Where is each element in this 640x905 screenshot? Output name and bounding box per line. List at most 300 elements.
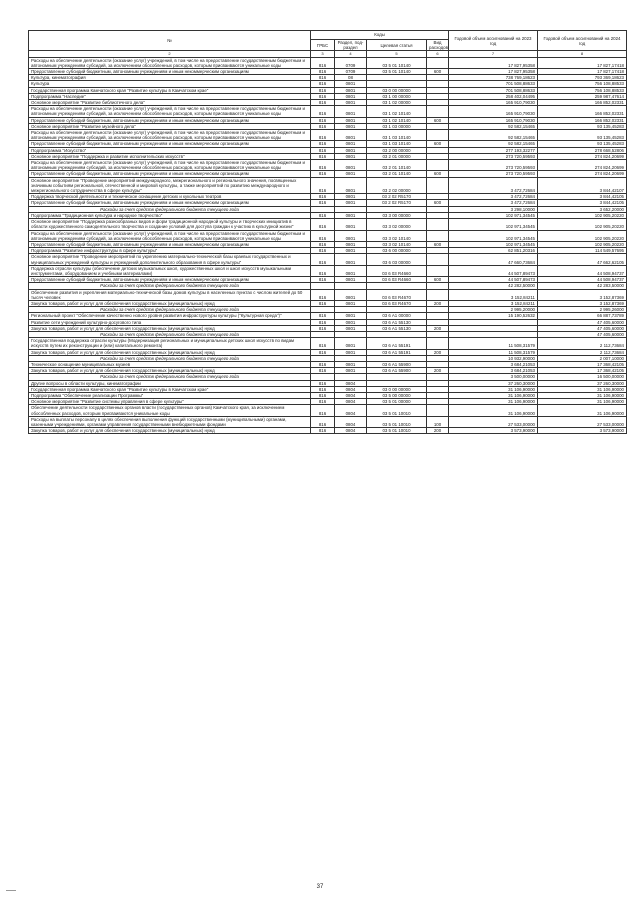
row-name: Культура, кинематография bbox=[29, 75, 311, 81]
row-expense-type bbox=[427, 130, 449, 141]
row-amount-2023: 102 971,34545 bbox=[449, 241, 538, 247]
row-expense-type: 600 bbox=[427, 200, 449, 206]
row-grbs: 816 bbox=[311, 75, 335, 81]
row-amount-2023: 27 533,00000 bbox=[449, 416, 538, 427]
row-grbs: 816 bbox=[311, 147, 335, 153]
row-name: Подпрограмма "Развитие инфраструктуры в сфере культуры" bbox=[29, 248, 311, 254]
row-target-article: 03 3 02 10140 bbox=[367, 230, 427, 241]
row-razdel: 0801 bbox=[335, 100, 367, 106]
row-grbs: 816 bbox=[311, 361, 335, 367]
row-grbs: 816 bbox=[311, 160, 335, 171]
row-grbs: 816 bbox=[311, 81, 335, 87]
row-grbs: 816 bbox=[311, 313, 335, 319]
row-expense-type: 600 bbox=[427, 69, 449, 75]
row-target-article: 03 1 02 00000 bbox=[367, 100, 427, 106]
row-razdel: 0709 bbox=[335, 69, 367, 75]
row-expense-type bbox=[427, 254, 449, 265]
row-amount-2024: 17 368,42105 bbox=[538, 368, 627, 374]
row-grbs: 816 bbox=[311, 349, 335, 355]
row-razdel: 0801 bbox=[335, 147, 367, 153]
row-name: Расходы на обеспечение деятельности (оказание услуг) учреждений, в том числе на предоставление государственным бюджетным и автономным учреждениям субсидий, за исключением обособленных расходов, которым присваиваются уникальные коды bbox=[29, 160, 311, 171]
page-number: 37 bbox=[316, 884, 324, 890]
row-target-article: 03 2 01 10140 bbox=[367, 160, 427, 171]
row-razdel: 0801 bbox=[335, 106, 367, 117]
row-name: Закупка товаров, работ и услуг для обеспечения государственных (муниципальных) нужд bbox=[29, 300, 311, 306]
table-row bbox=[29, 106, 627, 117]
row-amount-2024: 756 108,88533 bbox=[538, 87, 627, 93]
row-amount-2023: 273 720,59593 bbox=[449, 153, 538, 159]
row-name: Техническое оснащение муниципальных музеев bbox=[29, 361, 311, 367]
row-target-article: 03 2 02 R5170 bbox=[367, 194, 427, 200]
row-grbs: 816 bbox=[311, 248, 335, 254]
row-target-article: 03 2 02 R5170 bbox=[367, 200, 427, 206]
row-amount-2024: 44 508,94737 bbox=[538, 277, 627, 283]
row-amount-2024: 756 108,88533 bbox=[538, 81, 627, 87]
row-razdel: 0801 bbox=[335, 194, 367, 200]
row-amount-2024: 259 987,47614 bbox=[538, 93, 627, 99]
row-expense-type: 100 bbox=[427, 416, 449, 427]
row-grbs: 816 bbox=[311, 177, 335, 194]
row-razdel: 08 bbox=[335, 75, 367, 81]
row-target-article: 03 6 00 00000 bbox=[367, 248, 427, 254]
row-amount-2023: 102 971,34545 bbox=[449, 219, 538, 230]
row-expense-type: 600 bbox=[427, 277, 449, 283]
row-amount-2023: 701 508,88633 bbox=[449, 87, 538, 93]
row-amount-2024: 3 152,87369 bbox=[538, 289, 627, 300]
row-amount-2023: 11 508,31579 bbox=[449, 338, 538, 349]
row-name: Государственная программа Камчатского края "Развитие культуры в Камчатском крае" bbox=[29, 386, 311, 392]
row-grbs: 816 bbox=[311, 416, 335, 427]
row-grbs: 816 bbox=[311, 106, 335, 117]
row-amount-2024: 102 905,20220 bbox=[538, 212, 627, 218]
row-grbs: 816 bbox=[311, 123, 335, 129]
table-row bbox=[29, 289, 627, 300]
col-2024-header: Годовой объем ассигнований на 2024 год bbox=[538, 31, 627, 51]
row-amount-2023: 92 582,15465 bbox=[449, 130, 538, 141]
row-amount-2023: 31 106,90000 bbox=[449, 386, 538, 392]
row-name: Поддержка творческой деятельности и техническое оснащение детских и кукольных театров bbox=[29, 194, 311, 200]
row-target-article: 03 0 00 00000 bbox=[367, 87, 427, 93]
row-razdel: 0804 bbox=[335, 380, 367, 386]
row-amount-2024: 114 549,57695 bbox=[538, 248, 627, 254]
row-amount-2024: 3 573,90000 bbox=[538, 428, 627, 434]
row-name: Государственная программа Камчатского края "Развитие культуры в Камчатском крае" bbox=[29, 87, 311, 93]
row-name: Расходы на обеспечение деятельности (оказание услуг) учреждений, в том числе на предоставление государственным бюджетным и автономным учреждениям субсидий, за исключением обособленных расходов, которым присваиваются уникальные коды bbox=[29, 130, 311, 141]
row-razdel: 0801 bbox=[335, 313, 367, 319]
row-target-article: 03 6 03 R4660 bbox=[367, 265, 427, 276]
row-razdel: 0804 bbox=[335, 399, 367, 405]
row-amount-2024: 3 844,42107 bbox=[538, 177, 627, 194]
row-expense-type: 200 bbox=[427, 325, 449, 331]
row-expense-type bbox=[427, 219, 449, 230]
row-amount-2023: 3 298,10000 bbox=[449, 206, 538, 212]
row-amount-2024: 2 995,26000 bbox=[538, 307, 627, 313]
row-name: Расходы за счет средств федерального бюджета текущего года bbox=[29, 355, 311, 361]
budget-table bbox=[28, 30, 627, 434]
col-index: 3 bbox=[311, 51, 335, 57]
row-grbs: 816 bbox=[311, 380, 335, 386]
row-amount-2024: 47 405,60000 bbox=[538, 325, 627, 331]
row-amount-2024: 42 283,50000 bbox=[538, 283, 627, 289]
row-grbs: 816 bbox=[311, 57, 335, 68]
row-amount-2024: 166 852,02331 bbox=[538, 117, 627, 123]
row-amount-2023: 3 472,72684 bbox=[449, 194, 538, 200]
row-amount-2023: 273 720,59593 bbox=[449, 160, 538, 171]
row-grbs: 816 bbox=[311, 219, 335, 230]
row-razdel: 0801 bbox=[335, 212, 367, 218]
row-razdel: 0801 bbox=[335, 265, 367, 276]
row-target-article: 03 1 03 00000 bbox=[367, 123, 427, 129]
row-grbs: 816 bbox=[311, 200, 335, 206]
row-amount-2024: 16 500,00000 bbox=[538, 374, 627, 380]
row-expense-type bbox=[427, 338, 449, 349]
row-grbs: 816 bbox=[311, 319, 335, 325]
row-amount-2023: 165 910,79030 bbox=[449, 100, 538, 106]
row-amount-2023: 258 402,04495 bbox=[449, 93, 538, 99]
row-target-article: 03 2 01 00000 bbox=[367, 153, 427, 159]
row-name: Предоставление субсидий бюджетным, автономным учреждениям и иным некоммерческим организациям bbox=[29, 241, 311, 247]
row-target-article: 03 5 01 10140 bbox=[367, 57, 427, 68]
row-target-article: 03 6 A1 55900 bbox=[367, 361, 427, 367]
row-expense-type bbox=[427, 57, 449, 68]
row-name: Подпрограмма "Обеспечение реализации Программы" bbox=[29, 392, 311, 398]
row-target-article: 03 3 02 00000 bbox=[367, 219, 427, 230]
row-amount-2023: 3 684,21053 bbox=[449, 361, 538, 367]
row-grbs: 816 bbox=[311, 141, 335, 147]
row-amount-2024: 3 652,20000 bbox=[538, 206, 627, 212]
row-amount-2023: 44 507,89473 bbox=[449, 265, 538, 276]
table-row bbox=[29, 254, 627, 265]
row-grbs: 816 bbox=[311, 338, 335, 349]
row-razdel: 0709 bbox=[335, 57, 367, 68]
row-grbs: 816 bbox=[311, 153, 335, 159]
row-amount-2023: 15 190,52632 bbox=[449, 313, 538, 319]
row-target-article: 03 3 00 00000 bbox=[367, 212, 427, 218]
row-razdel: 0801 bbox=[335, 300, 367, 306]
row-amount-2024: 278 668,52806 bbox=[538, 147, 627, 153]
row-expense-type: 200 bbox=[427, 428, 449, 434]
table-row bbox=[29, 338, 627, 349]
row-target-article: 03 5 01 00000 bbox=[367, 399, 427, 405]
col-index: 6 bbox=[427, 51, 449, 57]
row-amount-2023: 17 827,95358 bbox=[449, 69, 538, 75]
row-expense-type bbox=[427, 265, 449, 276]
row-amount-2023: 165 910,79030 bbox=[449, 117, 538, 123]
row-grbs: 816 bbox=[311, 399, 335, 405]
row-amount-2024: 44 508,94737 bbox=[538, 265, 627, 276]
row-amount-2024: 27 533,00000 bbox=[538, 416, 627, 427]
row-name: Основное мероприятие "Развитие музейного дела" bbox=[29, 123, 311, 129]
row-target-article: 03 6 03 R4670 bbox=[367, 300, 427, 306]
row-target-article: 03 6 A1 55130 bbox=[367, 319, 427, 325]
row-razdel: 0801 bbox=[335, 254, 367, 265]
table-row bbox=[29, 428, 627, 434]
row-expense-type bbox=[427, 230, 449, 241]
row-razdel: 0801 bbox=[335, 325, 367, 331]
row-amount-2024: 17 827,17418 bbox=[538, 57, 627, 68]
row-target-article: 03 6 A1 00000 bbox=[367, 313, 427, 319]
row-name: Расходы на выплаты персоналу в целях обеспечения выполнения функций государственными (муниципальными) органами, казенными учреждениями, органами управления государственными внебюджетными фондами bbox=[29, 416, 311, 427]
row-name: Основное мероприятие "Развитие библиотечного дела" bbox=[29, 100, 311, 106]
row-grbs: 816 bbox=[311, 100, 335, 106]
row-amount-2023: 3 500,00000 bbox=[449, 374, 538, 380]
row-expense-type: 600 bbox=[427, 171, 449, 177]
table-row bbox=[29, 57, 627, 68]
row-razdel: 0801 bbox=[335, 177, 367, 194]
row-razdel: 0801 bbox=[335, 123, 367, 129]
row-razdel: 0804 bbox=[335, 386, 367, 392]
row-target-article: 03 6 A1 55191 bbox=[367, 338, 427, 349]
row-razdel: 0801 bbox=[335, 219, 367, 230]
row-amount-2023: 3 152,84211 bbox=[449, 289, 538, 300]
row-razdel: 0804 bbox=[335, 405, 367, 416]
row-target-article: 03 6 03 R4670 bbox=[367, 289, 427, 300]
row-amount-2023: 277 193,32277 bbox=[449, 147, 538, 153]
row-name: Расходы за счет средств федерального бюджета текущего года bbox=[29, 307, 311, 313]
row-amount-2024: 3 152,87369 bbox=[538, 300, 627, 306]
row-amount-2024: 31 106,90000 bbox=[538, 405, 627, 416]
col-razdel-header: Раздел, под-раздел bbox=[335, 40, 367, 51]
row-amount-2024: 93 135,45283 bbox=[538, 141, 627, 147]
row-razdel: 0801 bbox=[335, 319, 367, 325]
row-amount-2024: 2 112,73684 bbox=[538, 338, 627, 349]
row-expense-type bbox=[427, 405, 449, 416]
row-razdel: 0804 bbox=[335, 428, 367, 434]
row-target-article: 03 5 01 10140 bbox=[367, 69, 427, 75]
row-name: Расходы на обеспечение деятельности (оказание услуг) учреждений, в том числе на предоставление государственным бюджетным и автономным учреждениям субсидий, за исключением обособленных расходов, которым присваиваются уникальные коды bbox=[29, 230, 311, 241]
row-name: Региональный проект "Обеспечение качественно нового уровня развития инфраструктуры культуры ("Культурная среда")" bbox=[29, 313, 311, 319]
col-index: 7 bbox=[449, 51, 538, 57]
table-row bbox=[29, 230, 627, 241]
row-name: Предоставление субсидий бюджетным, автономным учреждениям и иным некоммерческим организациям bbox=[29, 277, 311, 283]
table-body bbox=[29, 57, 627, 434]
row-razdel: 0801 bbox=[335, 81, 367, 87]
row-amount-2023: 3 152,84211 bbox=[449, 300, 538, 306]
row-target-article: 03 1 02 10140 bbox=[367, 117, 427, 123]
row-grbs: 816 bbox=[311, 265, 335, 276]
row-name: Предоставление субсидий бюджетным, автономным учреждениям и иным некоммерческим организациям bbox=[29, 117, 311, 123]
row-target-article: 03 3 02 10140 bbox=[367, 241, 427, 247]
row-amount-2024: 3 844,42105 bbox=[538, 194, 627, 200]
codes-header: Коды bbox=[311, 31, 449, 40]
row-amount-2024: 93 135,45283 bbox=[538, 130, 627, 141]
row-target-article: 03 1 03 10140 bbox=[367, 141, 427, 147]
row-amount-2024: 166 852,02331 bbox=[538, 100, 627, 106]
row-name: Расходы на обеспечение деятельности (оказание услуг) учреждений, в том числе на предоставление государственным бюджетным и автономным учреждениям субсидий, за исключением обособленных расходов, которым присваиваются уникальные коды bbox=[29, 106, 311, 117]
row-name: Закупка товаров, работ и услуг для обеспечения государственных (муниципальных) нужд bbox=[29, 349, 311, 355]
row-target-article: 03 2 01 10140 bbox=[367, 171, 427, 177]
row-target-article: 03 5 00 00000 bbox=[367, 392, 427, 398]
row-name: Основное мероприятие "Поддержка и развитие исполнительских искусств" bbox=[29, 153, 311, 159]
row-razdel: 0801 bbox=[335, 93, 367, 99]
row-name: Поддержка отрасли культуры (обеспечение детских музыкальных школ, художественных школ и школ искусств музыкальными инструментами, оборудованием и учебными материалами) bbox=[29, 265, 311, 276]
row-grbs: 816 bbox=[311, 117, 335, 123]
col-index: 8 bbox=[538, 51, 627, 57]
row-amount-2023: 3 472,72684 bbox=[449, 177, 538, 194]
row-expense-type bbox=[427, 160, 449, 171]
row-amount-2024: 102 905,20220 bbox=[538, 230, 627, 241]
table-row bbox=[29, 130, 627, 141]
row-target-article: 03 1 00 00000 bbox=[367, 93, 427, 99]
row-name: Расходы на обеспечение деятельности (оказание услуг) учреждений, в том числе на предоставление государственным бюджетным и автономным учреждениям субсидий, за исключением обособленных расходов, которым присваиваются уникальные коды bbox=[29, 57, 311, 68]
row-grbs: 816 bbox=[311, 171, 335, 177]
row-amount-2023: 37 260,30000 bbox=[449, 380, 538, 386]
col-num-header: № bbox=[29, 31, 311, 51]
row-grbs: 816 bbox=[311, 130, 335, 141]
row-name: Обеспечение развития и укрепления материально-технической базы домов культуры в населенных пунктах с числом жителей до 50 тысяч человек bbox=[29, 289, 311, 300]
row-name: Расходы за счет средств федерального бюджета текущего года bbox=[29, 331, 311, 337]
row-amount-2023: 31 106,90000 bbox=[449, 399, 538, 405]
row-expense-type bbox=[427, 289, 449, 300]
row-target-article: 03 5 01 10010 bbox=[367, 405, 427, 416]
row-amount-2023: 42 282,50000 bbox=[449, 283, 538, 289]
row-target-article: 03 2 02 00000 bbox=[367, 177, 427, 194]
row-amount-2023: 92 582,15465 bbox=[449, 123, 538, 129]
col-index: 4 bbox=[335, 51, 367, 57]
row-name: Предоставление субсидий бюджетным, автономным учреждениям и иным некоммерческим организациям bbox=[29, 141, 311, 147]
row-target-article: 03 5 01 10010 bbox=[367, 428, 427, 434]
row-amount-2023: 102 971,34545 bbox=[449, 230, 538, 241]
row-amount-2023: 701 508,88633 bbox=[449, 81, 538, 87]
row-amount-2023: 10 932,90000 bbox=[449, 355, 538, 361]
row-grbs: 816 bbox=[311, 93, 335, 99]
row-amount-2024: 17 827,17418 bbox=[538, 69, 627, 75]
row-amount-2024: 102 905,20220 bbox=[538, 241, 627, 247]
row-razdel: 0801 bbox=[335, 141, 367, 147]
row-grbs: 816 bbox=[311, 392, 335, 398]
col-index: 2 bbox=[29, 51, 311, 57]
row-razdel: 0801 bbox=[335, 153, 367, 159]
row-expense-type: 200 bbox=[427, 349, 449, 355]
row-name: Предоставление субсидий бюджетным, автономным учреждениям и иным некоммерческим организациям bbox=[29, 200, 311, 206]
row-name: Подпрограмма "Традиционная культура и народное творчество" bbox=[29, 212, 311, 218]
row-razdel: 0801 bbox=[335, 171, 367, 177]
row-amount-2023: 3 684,21053 bbox=[449, 368, 538, 374]
row-amount-2023: 44 507,89473 bbox=[449, 277, 538, 283]
row-razdel: 0801 bbox=[335, 160, 367, 171]
row-grbs: 816 bbox=[311, 277, 335, 283]
row-amount-2024: 93 135,45283 bbox=[538, 123, 627, 129]
row-razdel: 0801 bbox=[335, 117, 367, 123]
row-amount-2024: 2 007,10000 bbox=[538, 355, 627, 361]
row-razdel: 0801 bbox=[335, 338, 367, 349]
row-amount-2024: 793 369,18623 bbox=[538, 75, 627, 81]
row-name: Предоставление субсидий бюджетным, автономным учреждениям и иным некоммерческим организациям bbox=[29, 69, 311, 75]
row-name: Другие вопросы в области культуры, кинематографии bbox=[29, 380, 311, 386]
row-amount-2024: 37 260,30000 bbox=[538, 380, 627, 386]
table-row bbox=[29, 416, 627, 427]
row-expense-type bbox=[427, 106, 449, 117]
row-amount-2024: 47 405,60000 bbox=[538, 331, 627, 337]
row-amount-2024: 102 905,20220 bbox=[538, 219, 627, 230]
row-amount-2024: 274 824,20699 bbox=[538, 160, 627, 171]
row-amount-2023: 31 106,90000 bbox=[449, 392, 538, 398]
row-razdel: 0801 bbox=[335, 230, 367, 241]
row-target-article: 03 2 00 00000 bbox=[367, 147, 427, 153]
row-amount-2024: 31 106,90000 bbox=[538, 392, 627, 398]
col-vid-header: Вид расходов bbox=[427, 40, 449, 51]
row-grbs: 816 bbox=[311, 230, 335, 241]
row-amount-2024: 166 852,02331 bbox=[538, 106, 627, 117]
row-razdel: 0801 bbox=[335, 87, 367, 93]
row-razdel: 0804 bbox=[335, 416, 367, 427]
row-name: Закупка товаров, работ и услуг для обеспечения государственных (муниципальных) нужд bbox=[29, 428, 311, 434]
row-expense-type: 600 bbox=[427, 241, 449, 247]
row-amount-2023: 165 910,79030 bbox=[449, 106, 538, 117]
table-row bbox=[29, 265, 627, 276]
table-row bbox=[29, 219, 627, 230]
col-2023-header: Годовой объем ассигнований на 2023 год bbox=[449, 31, 538, 51]
row-name: Обеспечение деятельности государственных органов власти (государственных органов) Камчатского края, за исключением обособленных расходов, которым присваиваются уникальные коды bbox=[29, 405, 311, 416]
row-amount-2023: 2 995,20000 bbox=[449, 307, 538, 313]
row-name: Расходы за счет средств федерального бюджета текущего года bbox=[29, 283, 311, 289]
row-amount-2024: 274 824,20699 bbox=[538, 153, 627, 159]
row-amount-2024: 66 887,73789 bbox=[538, 313, 627, 319]
row-name: Подпрограмма "Искусство" bbox=[29, 147, 311, 153]
row-razdel: 0801 bbox=[335, 130, 367, 141]
row-target-article: 03 6 03 R4660 bbox=[367, 277, 427, 283]
row-name: Закупка товаров, работ и услуг для обеспечения государственных (муниципальных) нужд bbox=[29, 368, 311, 374]
row-grbs: 816 bbox=[311, 368, 335, 374]
row-amount-2023: 17 827,95358 bbox=[449, 57, 538, 68]
row-target-article: 03 1 02 10140 bbox=[367, 106, 427, 117]
col-cs-header: Целевая статья bbox=[367, 40, 427, 51]
row-amount-2023: 738 769,18623 bbox=[449, 75, 538, 81]
row-razdel: 0801 bbox=[335, 277, 367, 283]
table-row bbox=[29, 405, 627, 416]
table-row bbox=[29, 177, 627, 194]
row-grbs: 816 bbox=[311, 87, 335, 93]
row-expense-type: 200 bbox=[427, 368, 449, 374]
row-name: Предоставление субсидий бюджетным, автономным учреждениям и иным некоммерческим организациям bbox=[29, 171, 311, 177]
row-grbs: 816 bbox=[311, 325, 335, 331]
row-grbs: 816 bbox=[311, 386, 335, 392]
row-target-article: 03 6 03 00000 bbox=[367, 254, 427, 265]
row-grbs: 816 bbox=[311, 405, 335, 416]
row-grbs: 816 bbox=[311, 194, 335, 200]
row-amount-2023: 62 851,20316 bbox=[449, 248, 538, 254]
row-amount-2023: 11 508,31579 bbox=[449, 349, 538, 355]
row-name: Основное мероприятие "Поддержка разнообразных видов и форм традиционной народной культуры и творческих инициатив в области художественного самодеятельного творчества и создание условий для доступа граждан к участию в культурной жизни" bbox=[29, 219, 311, 230]
row-razdel: 0801 bbox=[335, 248, 367, 254]
row-name: Основное мероприятие "Проведение мероприятий международного, межрегионального и регионального значения, посвященных значимым событиям региональной, отечественной и мировой культуры, а также мероприятий по развитию международного и межрегионального сотрудничества в сфере культуры" bbox=[29, 177, 311, 194]
row-name: Государственная поддержка отрасли культуры (Модернизация региональных и муниципальных детских школ искусств по видам искусств путем их реконструкции и (или) капитального ремонта) bbox=[29, 338, 311, 349]
row-amount-2024: 47 405,60000 bbox=[538, 319, 627, 325]
row-amount-2024: 3 844,42105 bbox=[538, 200, 627, 206]
row-razdel: 0801 bbox=[335, 241, 367, 247]
row-name: Основное мероприятие "Проведение мероприятий по укреплению материально-технической базы краевых государственных и муниципальных учреждений культуры и учреждений дополнительного образования в сфере культуры" bbox=[29, 254, 311, 265]
row-amount-2024: 47 662,62105 bbox=[538, 254, 627, 265]
row-amount-2023: 102 971,34545 bbox=[449, 212, 538, 218]
row-amount-2024: 274 824,20699 bbox=[538, 171, 627, 177]
row-amount-2024: 31 106,90000 bbox=[538, 399, 627, 405]
row-name: Расходы за счет средств федерального бюджета текущего года bbox=[29, 374, 311, 380]
row-expense-type: 600 bbox=[427, 141, 449, 147]
row-expense-type: 200 bbox=[427, 300, 449, 306]
row-target-article: 03 0 00 00000 bbox=[367, 386, 427, 392]
row-amount-2024: 31 106,90000 bbox=[538, 386, 627, 392]
row-grbs: 816 bbox=[311, 241, 335, 247]
row-razdel: 0804 bbox=[335, 392, 367, 398]
row-razdel: 0801 bbox=[335, 368, 367, 374]
row-name: Развитие сети учреждений культурно-досугового типа bbox=[29, 319, 311, 325]
row-target-article: 03 6 A1 55900 bbox=[367, 368, 427, 374]
row-target-article: 03 6 A1 55191 bbox=[367, 349, 427, 355]
row-expense-type: 600 bbox=[427, 117, 449, 123]
row-name: Основное мероприятие "Развитие системы управления в сфере культуры" bbox=[29, 399, 311, 405]
row-grbs: 816 bbox=[311, 289, 335, 300]
row-amount-2023: 3 472,72684 bbox=[449, 200, 538, 206]
